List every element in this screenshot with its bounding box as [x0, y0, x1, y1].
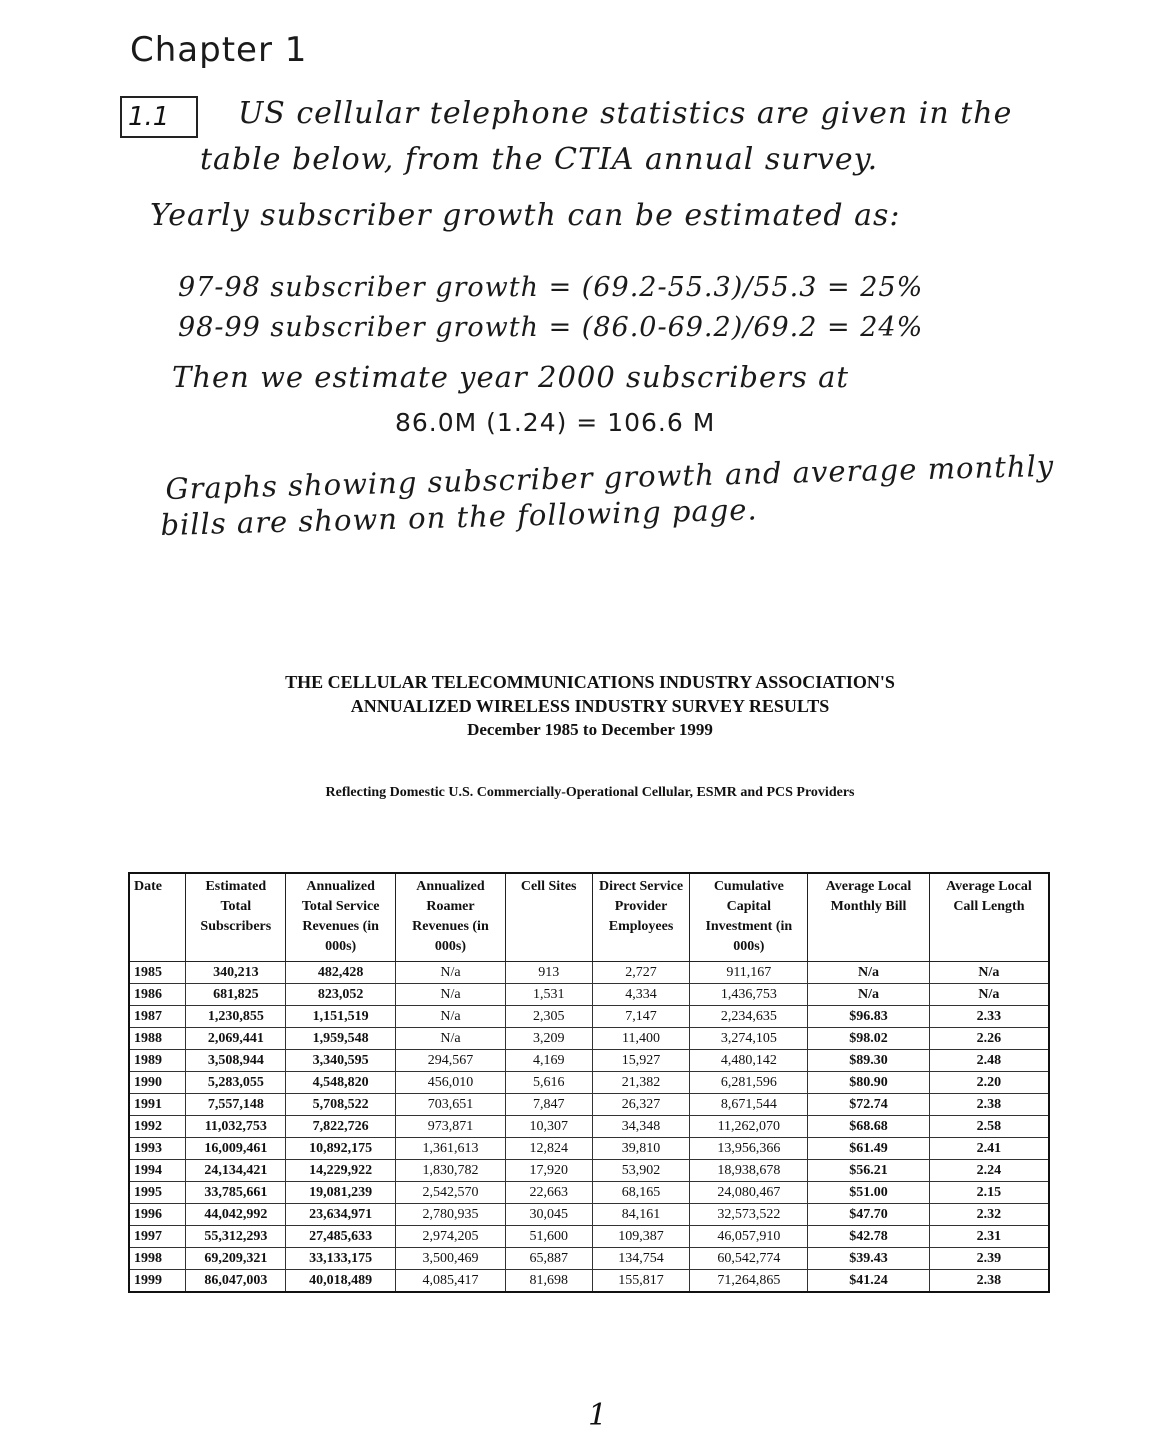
- table-row: [129, 1270, 1049, 1293]
- table-cell: N/a: [808, 962, 930, 984]
- table-cell: 71,264,865: [690, 1270, 808, 1293]
- table-cell: $41.24: [808, 1270, 930, 1293]
- table-cell: 17,920: [505, 1160, 592, 1182]
- table-cell: 2.38: [929, 1270, 1049, 1293]
- table-cell: 1986: [129, 984, 186, 1006]
- note-line-2: table below, from the CTIA annual survey.: [200, 142, 879, 177]
- table-row: [129, 1116, 1049, 1138]
- table-row: [129, 1226, 1049, 1248]
- table-cell: 26,327: [592, 1094, 690, 1116]
- table-row: [129, 1138, 1049, 1160]
- table-cell: 2,727: [592, 962, 690, 984]
- table-cell: 973,871: [396, 1116, 506, 1138]
- table-cell: 294,567: [396, 1050, 506, 1072]
- table-cell: 15,927: [592, 1050, 690, 1072]
- column-header: Direct Service Provider Employees: [592, 873, 690, 962]
- column-header: Annualized Total Service Revenues (in 000s): [286, 873, 396, 962]
- table-cell: 3,340,595: [286, 1050, 396, 1072]
- table-cell: 1,531: [505, 984, 592, 1006]
- table-cell: 46,057,910: [690, 1226, 808, 1248]
- table-cell: 2.41: [929, 1138, 1049, 1160]
- table-cell: 1985: [129, 962, 186, 984]
- table-cell: $80.90: [808, 1072, 930, 1094]
- table-row: [129, 984, 1049, 1006]
- note-line-6: Then we estimate year 2000 subscribers at: [172, 360, 850, 394]
- table-cell: 3,508,944: [186, 1050, 286, 1072]
- table-cell: 913: [505, 962, 592, 984]
- report-title-1: THE CELLULAR TELECOMMUNICATIONS INDUSTRY ASSOCIATION'S: [285, 672, 895, 692]
- table-cell: 6,281,596: [690, 1072, 808, 1094]
- table-cell: 51,600: [505, 1226, 592, 1248]
- report-subtitle: Reflecting Domestic U.S. Commercially-Operational Cellular, ESMR and PCS Providers: [325, 785, 855, 800]
- table-cell: 1997: [129, 1226, 186, 1248]
- table-cell: 2,069,441: [186, 1028, 286, 1050]
- table-cell: 21,382: [592, 1072, 690, 1094]
- table-cell: 14,229,922: [286, 1160, 396, 1182]
- column-header: Cell Sites: [505, 873, 592, 962]
- table-cell: 2.26: [929, 1028, 1049, 1050]
- table-cell: 4,334: [592, 984, 690, 1006]
- table-cell: N/a: [396, 962, 506, 984]
- table-cell: 1988: [129, 1028, 186, 1050]
- survey-table: [128, 872, 1050, 1293]
- table-cell: 2.31: [929, 1226, 1049, 1248]
- table-cell: 3,209: [505, 1028, 592, 1050]
- table-cell: $96.83: [808, 1006, 930, 1028]
- table-cell: 7,847: [505, 1094, 592, 1116]
- table-row: [129, 1006, 1049, 1028]
- table-cell: 1,830,782: [396, 1160, 506, 1182]
- table-row: [129, 1248, 1049, 1270]
- table-cell: 1999: [129, 1270, 186, 1293]
- table-cell: N/a: [929, 962, 1049, 984]
- table-cell: 23,634,971: [286, 1204, 396, 1226]
- table-cell: 2.24: [929, 1160, 1049, 1182]
- table-cell: 27,485,633: [286, 1226, 396, 1248]
- table-cell: 11,032,753: [186, 1116, 286, 1138]
- table-cell: 11,262,070: [690, 1116, 808, 1138]
- table-cell: 3,274,105: [690, 1028, 808, 1050]
- table-cell: 1992: [129, 1116, 186, 1138]
- table-cell: 109,387: [592, 1226, 690, 1248]
- note-line-9: bills are shown on the following page.: [160, 492, 759, 542]
- table-cell: 65,887: [505, 1248, 592, 1270]
- table-cell: $72.74: [808, 1094, 930, 1116]
- table-cell: 2,305: [505, 1006, 592, 1028]
- table-cell: 69,209,321: [186, 1248, 286, 1270]
- table-cell: 81,698: [505, 1270, 592, 1293]
- table-row: [129, 1204, 1049, 1226]
- table-row: [129, 1028, 1049, 1050]
- note-line-8: Graphs showing subscriber growth and average monthly: [165, 448, 1055, 506]
- table-cell: 681,825: [186, 984, 286, 1006]
- table-cell: 10,892,175: [286, 1138, 396, 1160]
- table-cell: 823,052: [286, 984, 396, 1006]
- column-header: Date: [129, 873, 186, 962]
- table-cell: $61.49: [808, 1138, 930, 1160]
- table-cell: 7,557,148: [186, 1094, 286, 1116]
- table-cell: 55,312,293: [186, 1226, 286, 1248]
- table-cell: $51.00: [808, 1182, 930, 1204]
- table-cell: 5,708,522: [286, 1094, 396, 1116]
- table-cell: 5,283,055: [186, 1072, 286, 1094]
- table-cell: 1989: [129, 1050, 186, 1072]
- table-cell: $47.70: [808, 1204, 930, 1226]
- table-cell: 84,161: [592, 1204, 690, 1226]
- table-cell: 134,754: [592, 1248, 690, 1270]
- report-date-range: December 1985 to December 1999: [467, 720, 713, 739]
- problem-number-box: 1.1: [120, 96, 198, 138]
- table-cell: 8,671,544: [690, 1094, 808, 1116]
- table-cell: 30,045: [505, 1204, 592, 1226]
- table-cell: 40,018,489: [286, 1270, 396, 1293]
- table-cell: 2.33: [929, 1006, 1049, 1028]
- table-cell: 1,436,753: [690, 984, 808, 1006]
- table-cell: 1987: [129, 1006, 186, 1028]
- table-cell: $56.21: [808, 1160, 930, 1182]
- table-cell: $89.30: [808, 1050, 930, 1072]
- table-cell: 2,780,935: [396, 1204, 506, 1226]
- table-cell: 10,307: [505, 1116, 592, 1138]
- note-line-1: US cellular telephone statistics are given in the: [238, 96, 1013, 131]
- table-cell: $42.78: [808, 1226, 930, 1248]
- table-cell: 13,956,366: [690, 1138, 808, 1160]
- table-cell: 2.48: [929, 1050, 1049, 1072]
- table-cell: 33,133,175: [286, 1248, 396, 1270]
- table-cell: 1994: [129, 1160, 186, 1182]
- growth-calc-97-98: 97-98 subscriber growth = (69.2-55.3)/55.3 = 25%: [178, 272, 924, 303]
- table-cell: N/a: [808, 984, 930, 1006]
- estimate-equation: 86.0M (1.24) = 106.6 M: [395, 408, 716, 437]
- table-cell: 7,147: [592, 1006, 690, 1028]
- column-header: Average Local Monthly Bill: [808, 873, 930, 962]
- table-cell: 1993: [129, 1138, 186, 1160]
- table-cell: 2.15: [929, 1182, 1049, 1204]
- table-row: [129, 962, 1049, 984]
- table-cell: 2.20: [929, 1072, 1049, 1094]
- table-cell: 86,047,003: [186, 1270, 286, 1293]
- table-body: [129, 962, 1049, 1293]
- column-header: Average Local Call Length: [929, 873, 1049, 962]
- table-row: [129, 1094, 1049, 1116]
- table-cell: N/a: [929, 984, 1049, 1006]
- table-cell: $98.02: [808, 1028, 930, 1050]
- table-cell: 5,616: [505, 1072, 592, 1094]
- table-cell: 340,213: [186, 962, 286, 984]
- note-line-3: Yearly subscriber growth can be estimated as:: [150, 198, 901, 233]
- table-cell: 703,651: [396, 1094, 506, 1116]
- table-cell: 1,959,548: [286, 1028, 396, 1050]
- page-number: 1: [588, 1398, 608, 1433]
- table-cell: 482,428: [286, 962, 396, 984]
- table-cell: 24,134,421: [186, 1160, 286, 1182]
- table-row: [129, 1182, 1049, 1204]
- table-cell: 1,151,519: [286, 1006, 396, 1028]
- table-cell: 1996: [129, 1204, 186, 1226]
- table-cell: N/a: [396, 1028, 506, 1050]
- table-cell: 4,169: [505, 1050, 592, 1072]
- table-cell: 4,085,417: [396, 1270, 506, 1293]
- table-cell: 1995: [129, 1182, 186, 1204]
- table-row: [129, 1160, 1049, 1182]
- table-cell: 4,548,820: [286, 1072, 396, 1094]
- table-cell: 39,810: [592, 1138, 690, 1160]
- table-cell: 33,785,661: [186, 1182, 286, 1204]
- table-cell: $39.43: [808, 1248, 930, 1270]
- table-cell: 2,542,570: [396, 1182, 506, 1204]
- table-cell: 3,500,469: [396, 1248, 506, 1270]
- table-cell: 19,081,239: [286, 1182, 396, 1204]
- table-cell: 911,167: [690, 962, 808, 984]
- table-cell: 7,822,726: [286, 1116, 396, 1138]
- column-header: Annualized Roamer Revenues (in 000s): [396, 873, 506, 962]
- table-cell: 2,974,205: [396, 1226, 506, 1248]
- growth-calc-98-99: 98-99 subscriber growth = (86.0-69.2)/69.2 = 24%: [178, 312, 924, 343]
- table-cell: 32,573,522: [690, 1204, 808, 1226]
- table-cell: N/a: [396, 984, 506, 1006]
- table-cell: N/a: [396, 1006, 506, 1028]
- table-cell: 53,902: [592, 1160, 690, 1182]
- table-cell: 2,234,635: [690, 1006, 808, 1028]
- table-cell: 68,165: [592, 1182, 690, 1204]
- table-cell: 11,400: [592, 1028, 690, 1050]
- table-cell: 1,361,613: [396, 1138, 506, 1160]
- table-cell: 2.32: [929, 1204, 1049, 1226]
- table-cell: 60,542,774: [690, 1248, 808, 1270]
- table-cell: 44,042,992: [186, 1204, 286, 1226]
- table-cell: 18,938,678: [690, 1160, 808, 1182]
- table-cell: 155,817: [592, 1270, 690, 1293]
- table-cell: $68.68: [808, 1116, 930, 1138]
- table-cell: 1,230,855: [186, 1006, 286, 1028]
- table-cell: 2.38: [929, 1094, 1049, 1116]
- table-cell: 34,348: [592, 1116, 690, 1138]
- table-cell: 456,010: [396, 1072, 506, 1094]
- column-header: Cumulative Capital Investment (in 000s): [690, 873, 808, 962]
- table-row: [129, 1050, 1049, 1072]
- table-row: [129, 1072, 1049, 1094]
- table-cell: 2.39: [929, 1248, 1049, 1270]
- table-header-row: [129, 873, 1049, 962]
- chapter-heading: Chapter 1: [130, 30, 308, 70]
- table-cell: 4,480,142: [690, 1050, 808, 1072]
- table-cell: 1990: [129, 1072, 186, 1094]
- table-cell: 2.58: [929, 1116, 1049, 1138]
- table-cell: 1991: [129, 1094, 186, 1116]
- table-cell: 24,080,467: [690, 1182, 808, 1204]
- report-title-2: ANNUALIZED WIRELESS INDUSTRY SURVEY RESULTS: [350, 696, 830, 716]
- table-cell: 22,663: [505, 1182, 592, 1204]
- table-cell: 1998: [129, 1248, 186, 1270]
- table-cell: 16,009,461: [186, 1138, 286, 1160]
- table-cell: 12,824: [505, 1138, 592, 1160]
- column-header: Estimated Total Subscribers: [186, 873, 286, 962]
